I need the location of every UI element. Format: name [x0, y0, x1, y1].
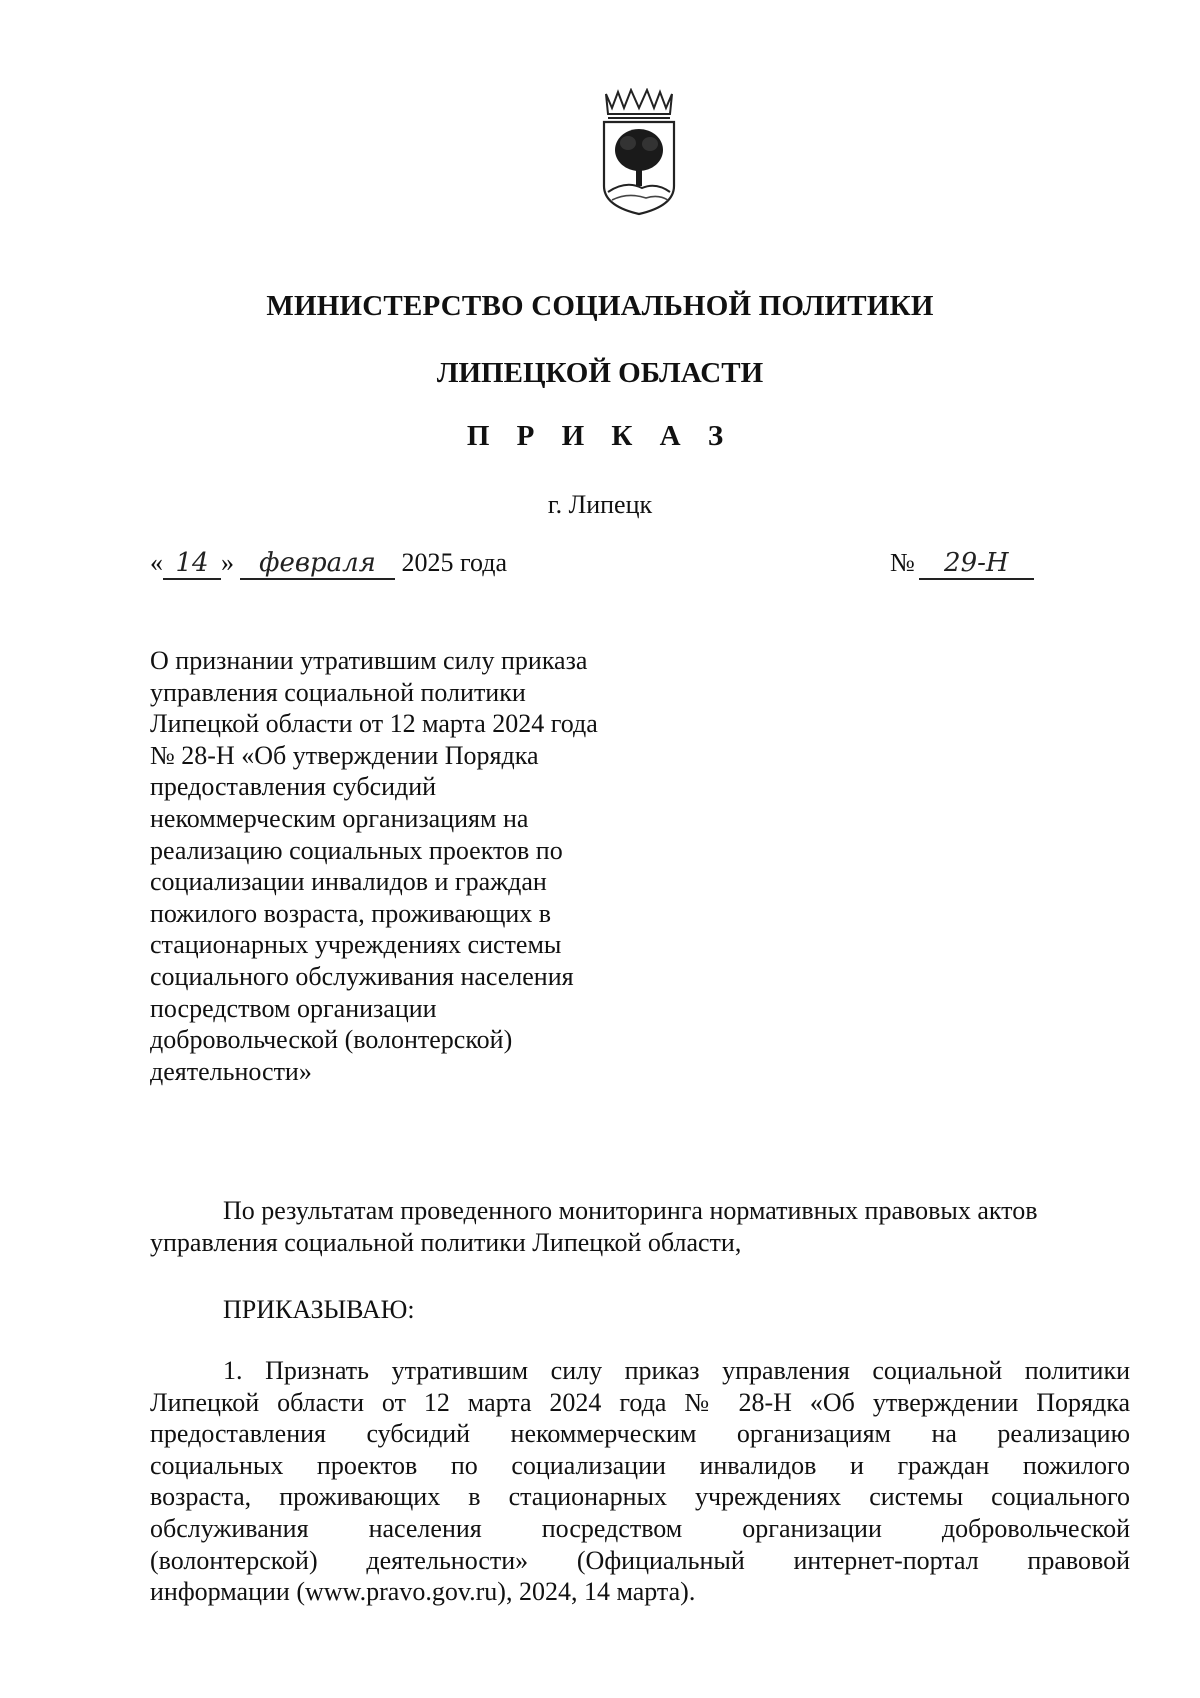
order-item-line: информации (www.pravo.gov.ru), 2024, 14 марта).: [150, 1577, 696, 1607]
title-line: реализацию социальных проектов по: [150, 835, 563, 865]
city-name: г. Липецк: [547, 490, 653, 519]
title-line: предоставления субсидий: [150, 772, 437, 802]
preamble-paragraph: [150, 1195, 1130, 1258]
title-line: посредством организации: [150, 993, 437, 1023]
title-line: стационарных учреждениях системы: [150, 930, 562, 960]
quote-open: «: [150, 548, 163, 577]
date-month: февраля: [240, 548, 395, 580]
document-type: П Р И К А З: [466, 420, 734, 452]
title-line: управления социальной политики: [150, 677, 526, 707]
number-value: 29-Н: [919, 548, 1034, 580]
quote-close: »: [221, 548, 234, 577]
preamble-line: По результатам проведенного мониторинга нормативных правовых актов: [223, 1196, 1038, 1225]
document-title: [150, 645, 670, 1087]
order-item-line: предоставления субсидий некоммерческим организациям на реализацию: [150, 1419, 1130, 1449]
preamble-line: управления социальной политики Липецкой области,: [150, 1227, 742, 1257]
coat-of-arms-icon: [598, 88, 680, 216]
title-line: пожилого возраста, проживающих в: [150, 898, 552, 928]
title-line: Липецкой области от 12 марта 2024 года: [150, 709, 598, 739]
date-day: 14: [163, 548, 221, 580]
order-item-1: [150, 1355, 1130, 1608]
order-word: ПРИКАЗЫВАЮ:: [223, 1295, 415, 1324]
order-item-line: обслуживания населения посредством организации добровольческой: [150, 1513, 1130, 1543]
title-line: добровольческой (волонтерской): [150, 1025, 513, 1055]
ministry-name: МИНИСТЕРСТВО СОЦИАЛЬНОЙ ПОЛИТИКИ: [266, 290, 934, 322]
title-line: № 28-Н «Об утверждении Порядка: [150, 740, 539, 770]
title-line: некоммерческим организациям на: [150, 803, 529, 833]
document-date: [150, 548, 507, 580]
order-item-line: Липецкой области от 12 марта 2024 года № 28-Н «Об утверждении Порядка: [150, 1387, 1130, 1417]
title-line: деятельности»: [150, 1056, 312, 1086]
order-item-line: возраста, проживающих в стационарных учреждениях системы социального: [150, 1482, 1130, 1512]
order-item-line: 1. Признать утратившим силу приказ управления социальной политики: [223, 1356, 1130, 1385]
date-year: 2025 года: [401, 548, 508, 577]
title-line: социального обслуживания населения: [150, 961, 574, 991]
order-item-line: (волонтерской) деятельности» (Официальный интернет-портал правовой: [150, 1545, 1130, 1575]
region-name: ЛИПЕЦКОЙ ОБЛАСТИ: [436, 357, 764, 389]
title-line: социализации инвалидов и граждан: [150, 867, 547, 897]
number-prefix: №: [890, 548, 915, 577]
document-number: [890, 548, 1034, 580]
order-item-line: социальных проектов по социализации инвалидов и граждан пожилого: [150, 1450, 1130, 1480]
title-line: О признании утратившим силу приказа: [150, 646, 588, 675]
